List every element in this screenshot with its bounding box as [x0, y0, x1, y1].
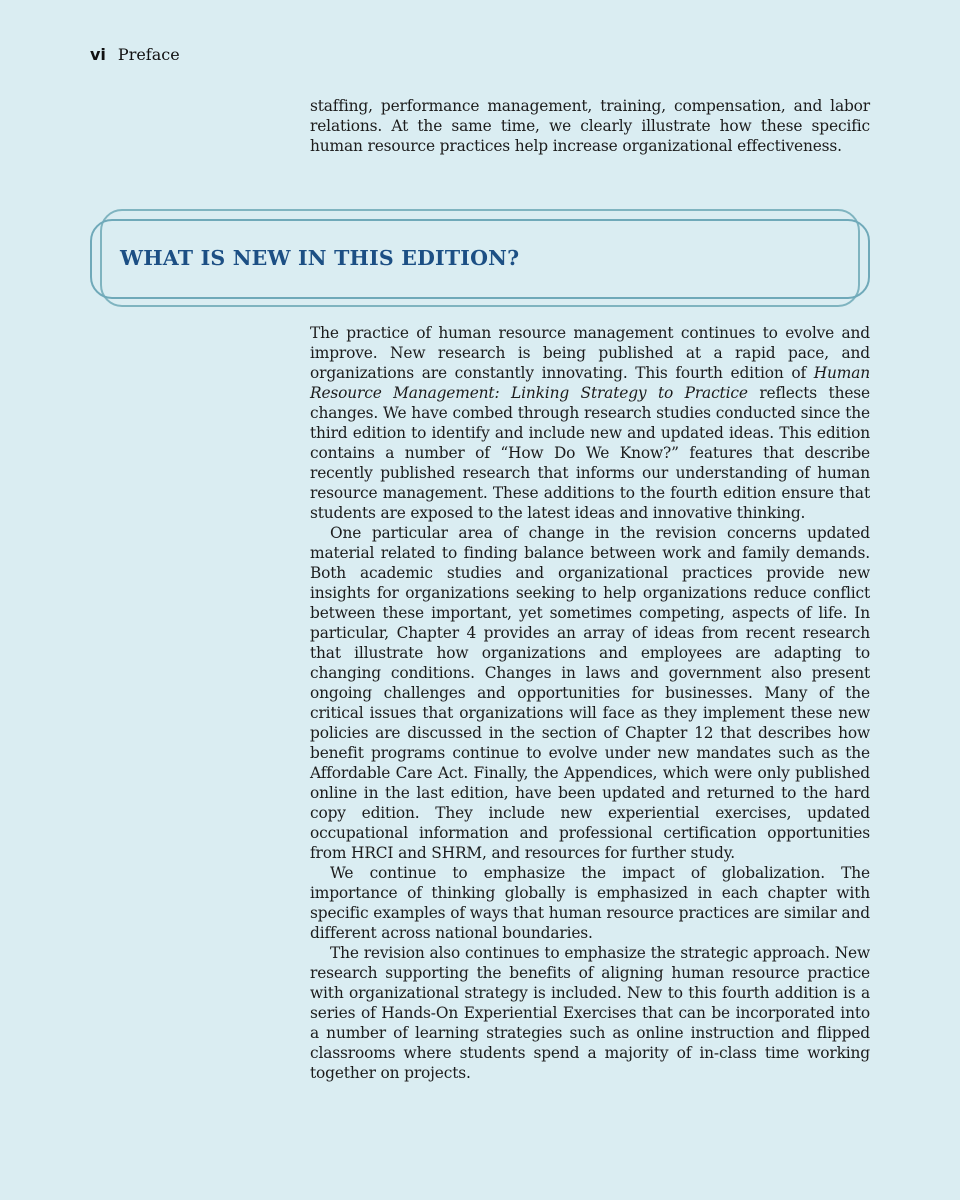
paragraph-2: One particular area of change in the revision concerns updated material related to finding balance between work and family demands. Both academic studies and organizational practices provide new insights for organizations seeking to help organizations reduce conflict between these important, yet sometimes competing, aspects of life. In particular, Chapter 4 provides an array of ideas from recent research that illustrate how organizations and employees are adapting to changing conditions. Changes in laws and government also present ongoing challenges and opportunities for businesses. Many of the critical issues that organizations will face as they implement these new policies are discussed in the section of Chapter 12 that describes how benefit programs continue to evolve under new mandates such as the Affordable Care Act. Finally, the Appendices, which were only published online in the last edition, have been updated and returned to the hard copy edition. They include new experiential exercises, updated occupational information and professional certification opportunities from HRCI and SHRM, and resources for further study. [310, 524, 870, 862]
intro-text-block [310, 96, 870, 156]
page-number: vi [90, 45, 106, 64]
paragraph-4: The revision also continues to emphasize the strategic approach. New research supporting the benefits of aligning human resource practice with organizational strategy is included. New to this fourth addition is a series of Hands-On Experiential Exercises that can be incorporated into a number of learning strategies such as online instruction and flipped classrooms where students spend a majority of in-class time working together on projects. [310, 944, 870, 1082]
main-text-block [310, 323, 870, 1083]
paragraph-1 [310, 323, 870, 523]
book-title: Human Resource Management: Linking Strategy to Practice [310, 364, 870, 402]
running-head [90, 45, 180, 67]
section-heading: WHAT IS NEW IN THIS EDITION? [120, 246, 520, 270]
paragraph-1-text-before: The practice of human resource management continues to evolve and improve. New research is being published at a rapid pace, and organizations are constantly innovating. This fourth edition of [310, 324, 870, 382]
paragraph-3: We continue to emphasize the impact of globalization. The importance of thinking globally is emphasized in each chapter with specific examples of ways that human resource practices are similar and different across national boundaries. [310, 864, 870, 942]
running-head-title: Preface [117, 45, 180, 64]
paragraph-1-text-after: reflects these changes. We have combed through research studies conducted since the third edition to identify and include new and updated ideas. This edition contains a number of “How Do We Know?” features that describe recently published research that informs our understanding of human resource management. These additions to the fourth edition ensure that students are exposed to the latest ideas and innovative thinking. [310, 384, 870, 522]
intro-paragraph: staffing, performance management, training, compensation, and labor relations. At the same time, we clearly illustrate how these specific human resource practices help increase organizational effectiveness. [310, 97, 870, 155]
